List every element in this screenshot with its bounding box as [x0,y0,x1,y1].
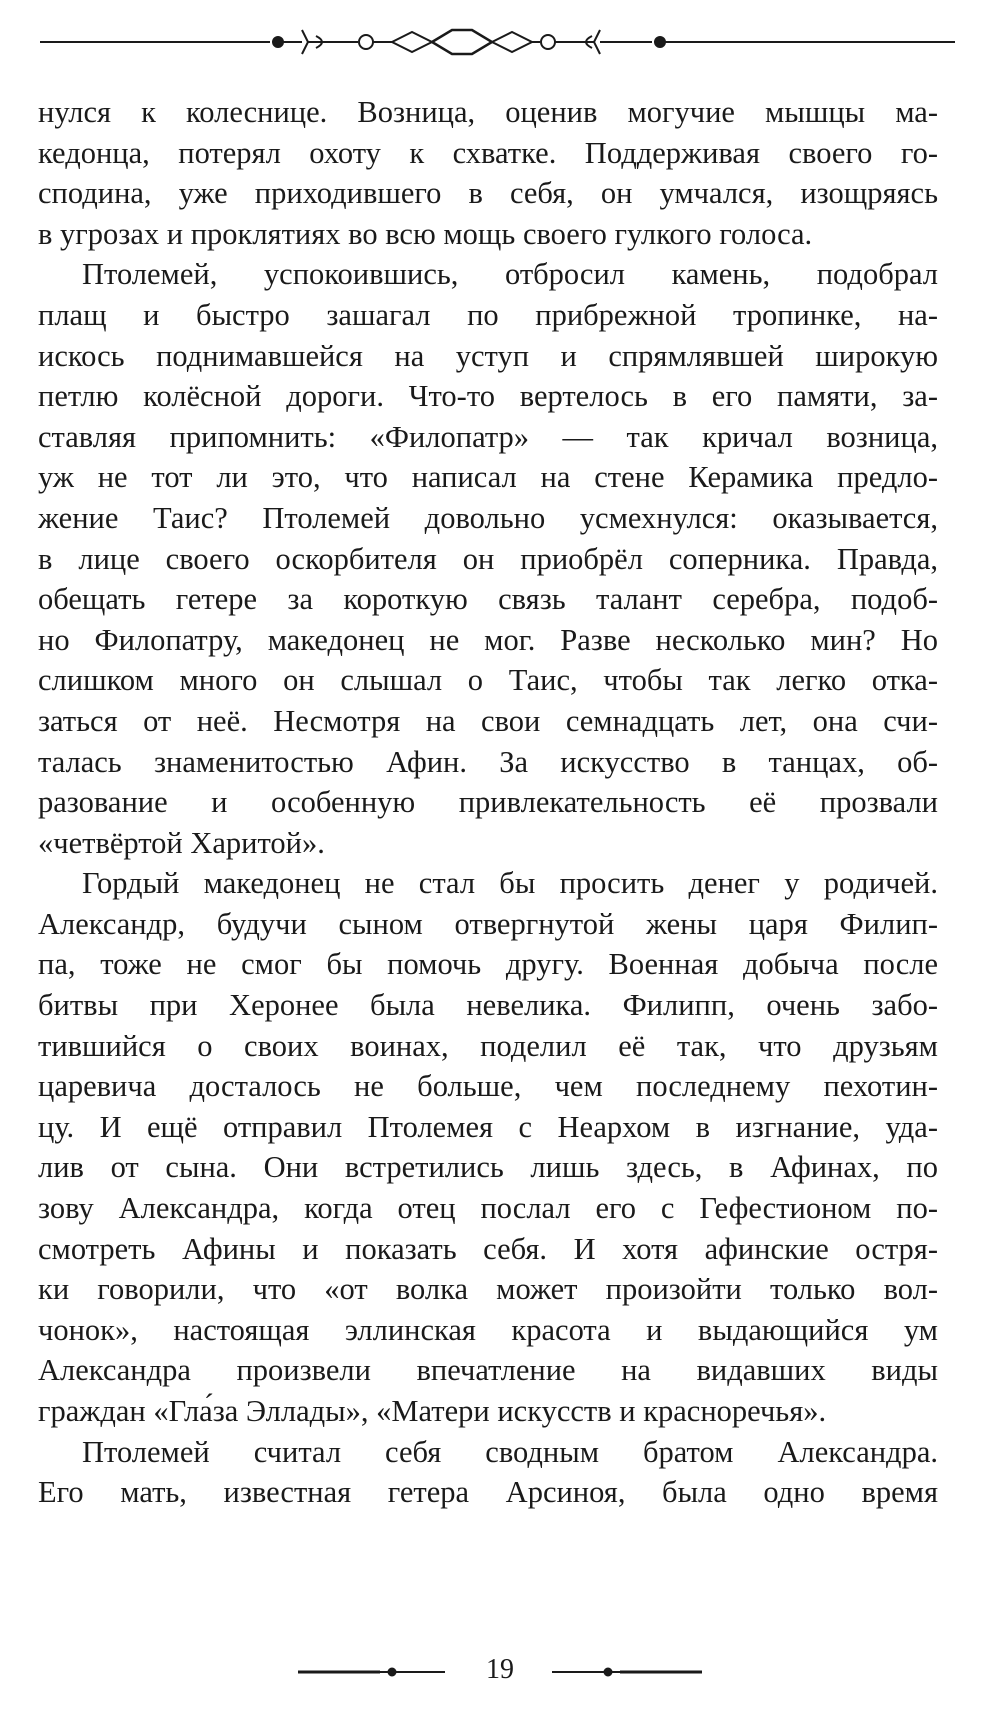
text-line: Птолемей считал себя сводным братом Александра. [82,1434,938,1469]
text-line: кедонца, потерял охоту к схватке. Поддерживая своего го- [38,135,938,170]
text-line: разование и особенную привлекательность её прозвали [38,785,938,820]
text-line: царевича досталось не больше, чем последнему пехотин- [38,1069,938,1104]
text-line: Птолемей, успокоившись, отбросил камень, подобрал [82,257,938,292]
text-line: нулся к колеснице. Возница, оценив могучие мышцы ма- [38,95,938,129]
text-line: обещать гетере за короткую связь талант серебра, подоб- [38,582,938,617]
text-line: в угрозах и проклятиях во всю мощь своего гулкого голоса. [38,216,813,251]
text-line: лив от сына. Они встретились лишь здесь, в Афинах, по [38,1150,938,1185]
text-line: слишком много он слышал о Таис, чтобы так легко отка- [38,663,938,698]
text-line: чонок», настоящая эллинская красота и выдающийся ум [38,1312,938,1347]
text-line: тившийся о своих воинах, поделил её так, что друзьям [38,1028,938,1063]
text-line: па, тоже не смог бы помочь другу. Военная добыча после [38,947,938,982]
text-line: талась знаменитостью Афин. За искусство в танцах, об- [38,744,938,779]
body-text [38,92,938,1513]
text-line: ки говорили, что «от волка может произойти только вол- [38,1272,938,1307]
text-line: в лице своего оскорбителя он приобрёл соперника. Правда, [38,541,938,576]
text-line: ставляя припомнить: «Филопатр» — так кричал возница, [38,419,938,454]
text-line: смотреть Афины и показать себя. И хотя афинские остря- [38,1231,938,1266]
text-line: уж не тот ли это, что написал на стене Керамика предло- [38,460,938,495]
text-line: Гордый македонец не стал бы просить денег у родичей. [82,866,938,901]
text-line: жение Таис? Птолемей довольно усмехнулся: оказывается, [38,500,938,535]
text-line: Александра произвели впечатление на видавших виды [38,1353,938,1388]
text-line: петлю колёсной дороги. Что-то вертелось в его памяти, за- [38,379,938,414]
text-line: битвы при Херонее была невелика. Филипп, очень забо- [38,988,938,1023]
text-line: искось поднимавшейся на уступ и спрямлявшей широкую [38,338,938,373]
text-line: «четвёртой Харитой». [38,825,325,860]
ornamental-divider-icon [40,22,955,62]
text-line: заться от неё. Несмотря на свои семнадцать лет, она счи- [38,703,938,738]
text-line: плащ и быстро зашагал по прибрежной тропинке, на- [38,297,938,332]
text-line: но Филопатру, македонец не мог. Разве несколько мин? Но [38,622,938,657]
text-line: граждан «Гла́за Эллады», «Матери искусств и красноречья». [38,1394,827,1428]
text-line: сподина, уже приходившего в себя, он умчался, изощряясь [38,176,938,211]
text-line: зову Александра, когда отец послал его с Гефестионом по- [38,1191,938,1226]
text-line: Его мать, известная гетера Арсиноя, была одно время [38,1475,938,1510]
page-number: 19 [486,1654,514,1685]
text-line: Александр, будучи сыном отвергнутой жены царя Филип- [38,906,938,941]
text-line: цу. И ещё отправил Птолемея с Неархом в изгнание, уда- [38,1109,938,1144]
